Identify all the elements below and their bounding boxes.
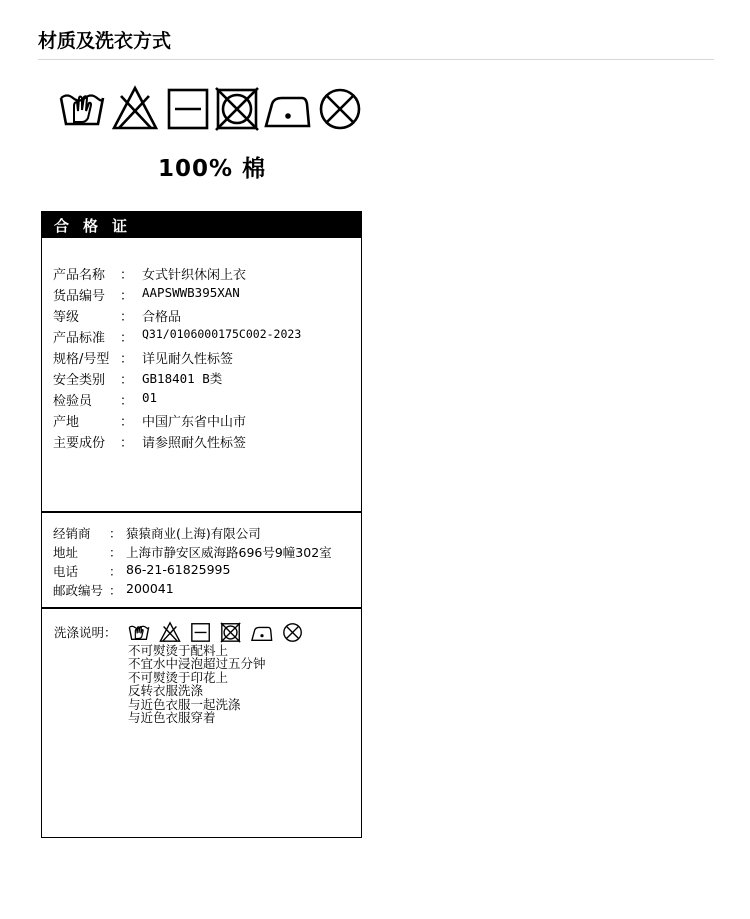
distributor-value: 猿猿商业(上海)有限公司 (126, 526, 261, 541)
wash-note: 不可熨烫于印花上 (128, 669, 229, 685)
section-title: 材质及洗衣方式 (38, 30, 172, 52)
wash-note: 与近色衣服一起洗涤 (128, 696, 241, 712)
certificate-header (42, 212, 361, 238)
no-tumble-dry-icon (214, 84, 262, 132)
material-composition: 100% 棉 (158, 156, 267, 182)
field-value: 合格品 (142, 310, 182, 325)
field-label: 检验员 (53, 394, 93, 409)
wash-note: 不可熨烫于配料上 (128, 643, 229, 658)
field-value: 详见耐久性标签 (142, 352, 234, 367)
field-value: Q31/0106000175C002-2023 (142, 327, 302, 341)
wash-note: 反转衣服洗涤 (128, 683, 204, 699)
iron-low-icon (251, 621, 273, 643)
distributor-value: 上海市静安区威海路696号9幢302室 (126, 545, 332, 560)
distributor-colon: ： (109, 545, 122, 560)
field-value: 女式针织休闲上衣 (142, 268, 247, 283)
no-bleach-icon (111, 84, 159, 132)
distributor-value: 86-21-61825995 (126, 562, 231, 577)
field-colon: ： (120, 415, 134, 430)
field-label: 规格/号型 (53, 352, 110, 367)
field-label: 货品编号 (53, 289, 106, 304)
no-tumble-dry-icon (220, 621, 242, 643)
field-colon: ： (120, 373, 134, 388)
distributor-colon: ： (109, 526, 122, 541)
field-value: 01 (142, 390, 158, 405)
field-colon: ： (120, 352, 134, 367)
iron-low-icon (264, 84, 312, 132)
field-colon: ： (120, 436, 134, 451)
distributor-label: 地址 (53, 545, 79, 560)
dry-flat-icon (190, 621, 212, 643)
no-dry-clean-icon (282, 621, 304, 643)
distributor-colon: ： (109, 564, 122, 579)
section-divider (42, 607, 361, 609)
divider (38, 59, 714, 60)
distributor-label: 经销商 (53, 526, 91, 541)
distributor-label: 邮政编号 (53, 583, 104, 598)
hand-wash-icon (58, 84, 106, 132)
certificate-card (41, 211, 362, 838)
section-divider (42, 511, 361, 513)
wash-notes (128, 644, 266, 724)
field-label: 产地 (53, 415, 80, 430)
wash-note: 不宜水中浸泡超过五分钟 (128, 656, 266, 672)
distributor-label: 电话 (53, 564, 79, 579)
distributor-value: 200041 (126, 581, 174, 596)
field-value: GB18401 B类 (142, 371, 223, 386)
no-bleach-icon (159, 621, 181, 643)
field-value: 中国广东省中山市 (142, 415, 247, 430)
field-label: 等级 (53, 310, 80, 325)
field-colon: ： (120, 289, 134, 304)
wash-instructions-label: 洗涤说明： (54, 625, 117, 640)
hand-wash-icon (128, 621, 150, 643)
field-label: 安全类别 (53, 373, 106, 388)
wash-note: 与近色衣服穿着 (128, 710, 216, 726)
field-colon: ： (120, 310, 134, 325)
field-colon: ： (120, 268, 134, 283)
field-label: 主要成份 (53, 436, 106, 451)
distributor-colon: ： (109, 583, 122, 598)
field-colon: ： (120, 394, 134, 409)
dry-flat-icon (165, 84, 213, 132)
field-value: 请参照耐久性标签 (142, 436, 247, 451)
field-value: AAPSWWB395XAN (142, 285, 240, 300)
field-colon: ： (120, 331, 134, 346)
field-label: 产品名称 (53, 268, 106, 283)
certificate-title: 合格证 (54, 217, 142, 235)
no-dry-clean-icon (317, 84, 365, 132)
field-label: 产品标准 (53, 331, 106, 346)
